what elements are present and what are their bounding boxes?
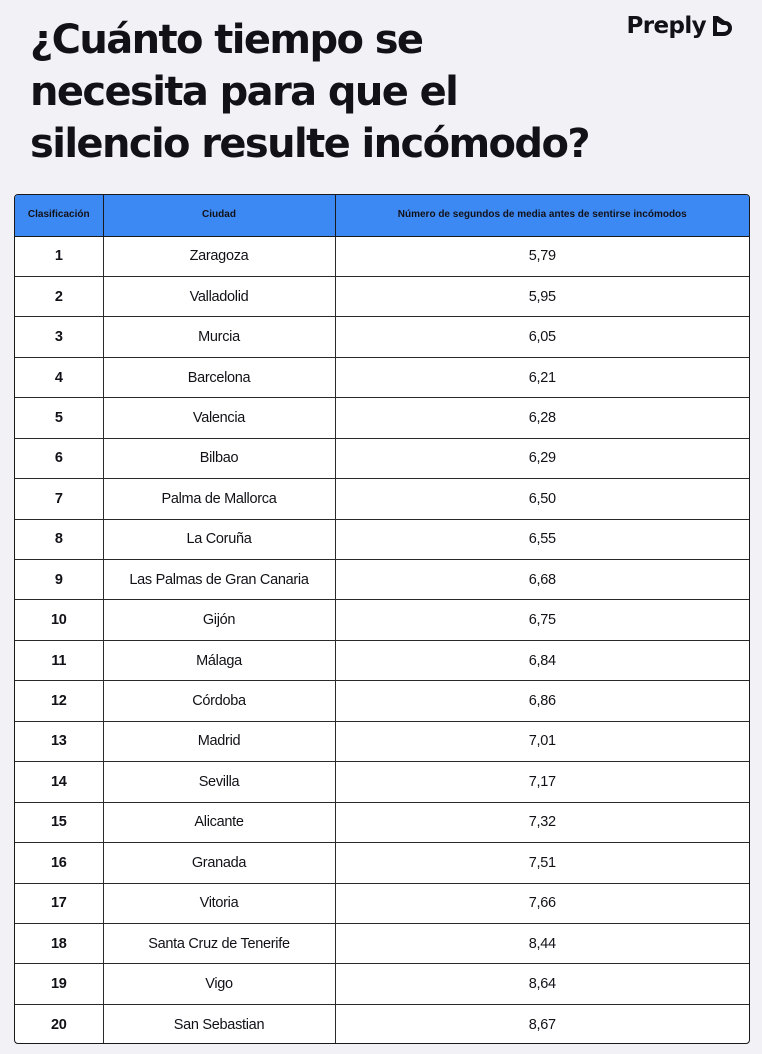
- rank-cell: 8: [15, 519, 103, 559]
- table-row: [15, 276, 749, 316]
- table-header-row: [15, 195, 749, 236]
- rank-cell: 16: [15, 843, 103, 883]
- rank-cell: 9: [15, 560, 103, 600]
- city-cell: La Coruña: [103, 519, 335, 559]
- seconds-cell: 6,05: [335, 317, 749, 357]
- seconds-cell: 5,79: [335, 236, 749, 276]
- rank-cell: 7: [15, 479, 103, 519]
- city-cell: Granada: [103, 843, 335, 883]
- table-row: [15, 600, 749, 640]
- city-cell: Las Palmas de Gran Canaria: [103, 560, 335, 600]
- title-line: necesita para que el: [30, 69, 458, 115]
- city-cell: Gijón: [103, 600, 335, 640]
- seconds-cell: 8,64: [335, 964, 749, 1004]
- seconds-cell: 6,21: [335, 357, 749, 397]
- table-row: [15, 560, 749, 600]
- ranking-table: [14, 194, 750, 1044]
- column-header-seconds: Número de segundos de media antes de sentirse incómodos: [335, 195, 749, 236]
- city-cell: Palma de Mallorca: [103, 479, 335, 519]
- seconds-cell: 6,84: [335, 640, 749, 680]
- rank-cell: 17: [15, 883, 103, 923]
- preply-heart-icon: [710, 13, 734, 39]
- rank-cell: 6: [15, 438, 103, 478]
- seconds-cell: 5,95: [335, 276, 749, 316]
- table-row: [15, 519, 749, 559]
- city-cell: Córdoba: [103, 681, 335, 721]
- city-cell: Murcia: [103, 317, 335, 357]
- seconds-cell: 6,68: [335, 560, 749, 600]
- table-body: [15, 236, 749, 1044]
- preply-logo: [626, 8, 734, 44]
- seconds-cell: 6,28: [335, 398, 749, 438]
- table-row: [15, 721, 749, 761]
- table-row: [15, 479, 749, 519]
- rank-cell: 14: [15, 762, 103, 802]
- city-cell: Alicante: [103, 802, 335, 842]
- seconds-cell: 8,44: [335, 923, 749, 963]
- rank-cell: 11: [15, 640, 103, 680]
- table-row: [15, 1004, 749, 1044]
- rank-cell: 4: [15, 357, 103, 397]
- logo-text: Preply: [626, 13, 706, 39]
- table-row: [15, 640, 749, 680]
- table-row: [15, 964, 749, 1004]
- seconds-cell: 7,51: [335, 843, 749, 883]
- city-cell: Sevilla: [103, 762, 335, 802]
- seconds-cell: 6,29: [335, 438, 749, 478]
- seconds-cell: 7,17: [335, 762, 749, 802]
- seconds-cell: 8,67: [528, 1016, 556, 1033]
- rank-cell: 13: [15, 721, 103, 761]
- seconds-cell: 7,66: [335, 883, 749, 923]
- title-line: silencio resulte incómodo?: [30, 121, 589, 167]
- table-row: [15, 236, 749, 276]
- city-cell: Valencia: [103, 398, 335, 438]
- table-row: [15, 681, 749, 721]
- table-row: [15, 843, 749, 883]
- seconds-cell: 7,01: [335, 721, 749, 761]
- table-row: [15, 438, 749, 478]
- city-cell: Zaragoza: [103, 236, 335, 276]
- seconds-cell: 6,86: [335, 681, 749, 721]
- rank-cell: 1: [15, 236, 103, 276]
- column-header-rank: Clasificación: [15, 195, 103, 236]
- rank-cell: 20: [15, 1004, 103, 1044]
- table-row: [15, 762, 749, 802]
- table-row: [15, 883, 749, 923]
- rank-cell: 15: [15, 802, 103, 842]
- city-cell: Vigo: [103, 964, 335, 1004]
- table-row: [15, 923, 749, 963]
- city-cell: Valladolid: [103, 276, 335, 316]
- table-row: [15, 802, 749, 842]
- seconds-cell: 6,75: [335, 600, 749, 640]
- city-cell: Bilbao: [103, 438, 335, 478]
- table-row: [15, 357, 749, 397]
- table-row: [15, 398, 749, 438]
- column-header-city: Ciudad: [103, 195, 335, 236]
- page-title: [30, 14, 630, 170]
- seconds-cell: 7,32: [335, 802, 749, 842]
- rank-cell: 12: [15, 681, 103, 721]
- rank-cell: 3: [15, 317, 103, 357]
- table-row: [15, 317, 749, 357]
- rank-cell: 2: [15, 276, 103, 316]
- city-cell: Madrid: [103, 721, 335, 761]
- rank-cell: 5: [15, 398, 103, 438]
- rank-cell: 18: [15, 923, 103, 963]
- seconds-cell: 6,55: [335, 519, 749, 559]
- city-cell: San Sebastian: [103, 1004, 335, 1044]
- city-cell: Santa Cruz de Tenerife: [103, 923, 335, 963]
- title-line: ¿Cuánto tiempo se: [30, 17, 423, 63]
- rank-cell: 10: [15, 600, 103, 640]
- seconds-cell: 6,50: [335, 479, 749, 519]
- city-cell: Barcelona: [103, 357, 335, 397]
- city-cell: Málaga: [103, 640, 335, 680]
- rank-cell: 19: [15, 964, 103, 1004]
- city-cell: Vitoria: [103, 883, 335, 923]
